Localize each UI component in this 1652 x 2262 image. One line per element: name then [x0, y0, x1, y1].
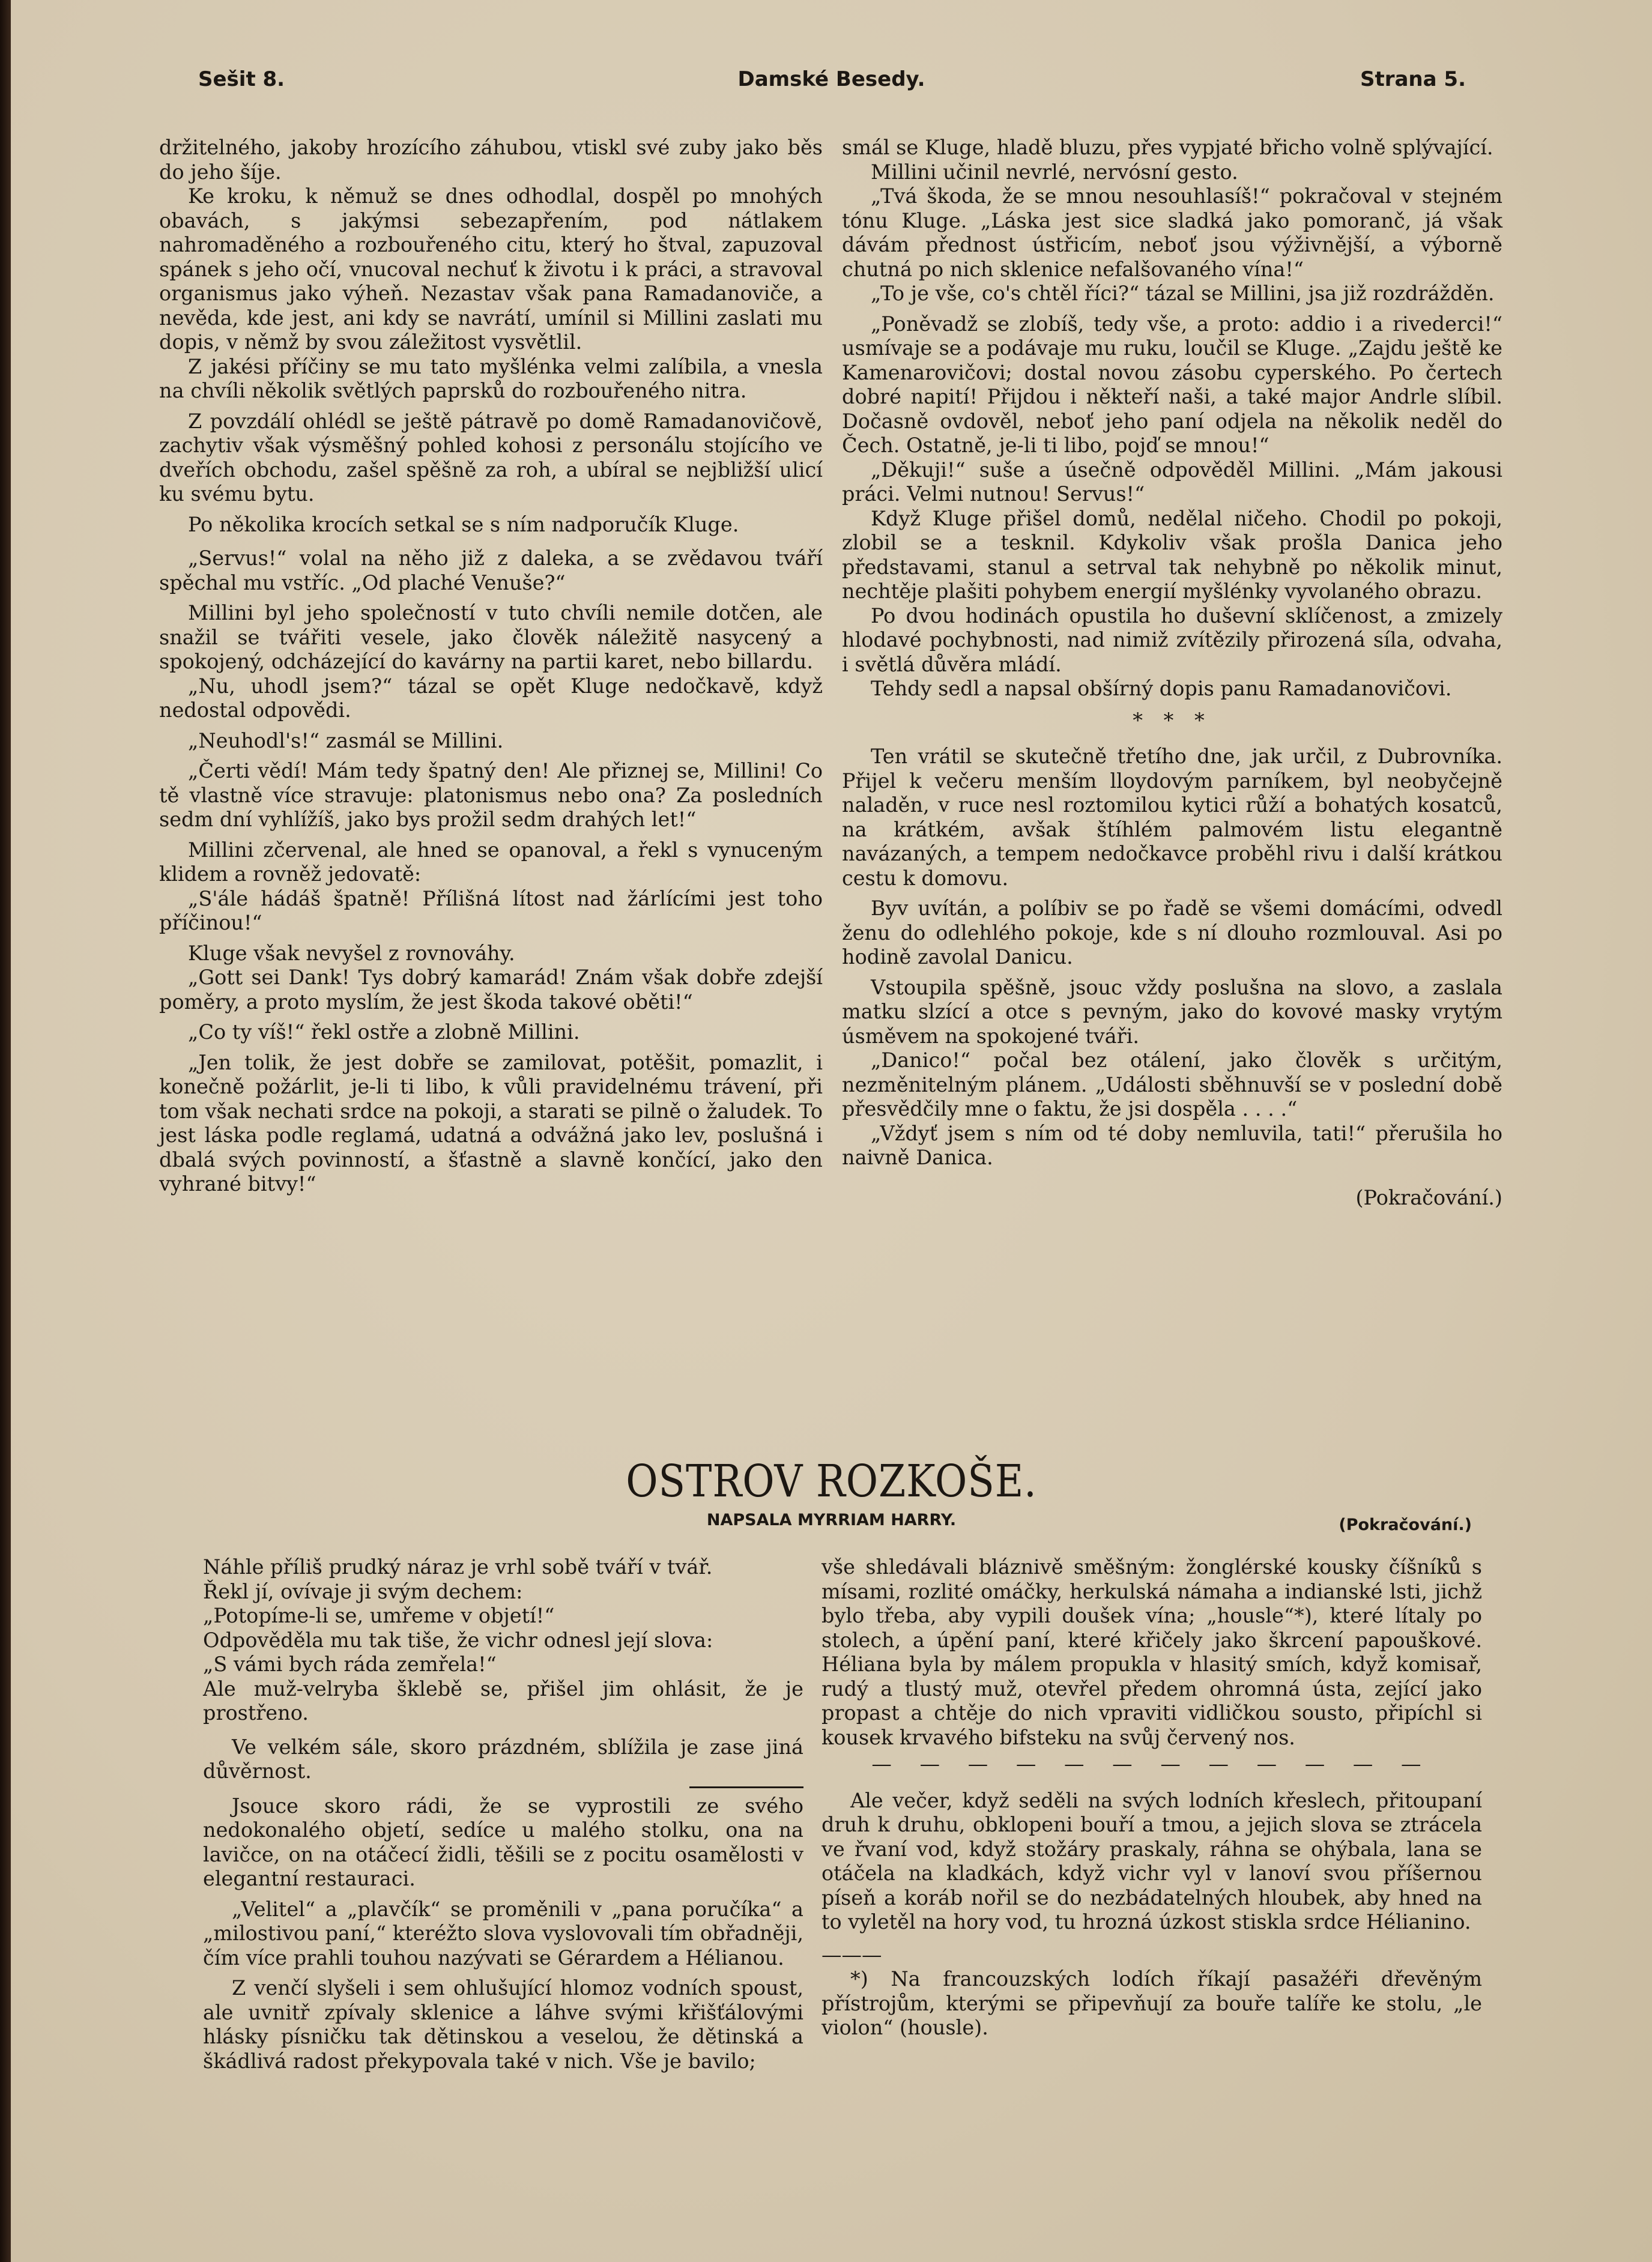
paragraph: „To je vše, co's chtěl říci?“ tázal se Millini, jsa již rozdrážděn. — [871, 282, 1495, 305]
continued-note: (Pokračování.) — [1355, 1185, 1502, 1209]
running-header — [191, 67, 1472, 103]
paragraph: Ve velkém sále, skoro prázdném, sblížila je zase jiná důvěrnost. — [203, 1735, 803, 1783]
paragraph: „Danico!“ počal bez otálení, jako člověk s určitým, nezměnitelným plánem. „Události sběhnuvší se v poslední době přesvědčily mne o faktu, že jsi dospěla . . . .“ — [842, 1048, 1502, 1120]
paragraph: Z venčí slyšeli i sem ohlušující hlomoz vodních spoust, ale uvnitř zpívaly sklenice a láhve svými křišťálovými hlásky písničku tak dětinskou a veselou, že dětinská a škádlivá radost překypovala také v nich. Vše je bavilo; — [203, 1976, 803, 2073]
book-spine — [0, 0, 11, 2262]
paragraph: Po několika krocích setkal se s ním nadporučík Kluge. — [188, 512, 739, 536]
paragraph: „Děkuji!“ suše a úsečně odpověděl Millini. „Mám jakousi práci. Velmi nutnou! Servus!“ — [842, 458, 1502, 506]
magazine-page — [11, 0, 1652, 2262]
paragraph: „Poněvadž se zlobíš, tedy vše, a proto: addio i a rivederci!“ usmívaje se a podávaje mu ruku, loučil se Kluge. „Zajdu ještě ke Kamenarovičovi; dostal novou zásobu cyperského. Po čertech dobré napití! Přijdou i někteří naši, a také major Andrle slíbil. Dočasně ovdověl, neboť jeho paní odjela na několik neděl do Čech. Ostatně, je-li ti libo, pojď se mnou!“ — [842, 312, 1502, 457]
paragraph: Millini byl jeho společností v tuto chvíli nemile dotčen, ale snažil se tvářiti vesele, jako člověk náležitě nasycený a spokojený, odcházející do kavárny na partii karet, nebo billardu. — [159, 601, 823, 673]
paragraph: Po dvou hodinách opustila ho duševní sklíčenost, a zmizely hlodavé pochybnosti, nad nimiž zvítězily přirozená síla, odvaha, i světlá důvěra mládí. — [842, 603, 1502, 676]
story2-right-column — [821, 1555, 1482, 2040]
paragraph: Z jakési příčiny se mu tato myšlénka velmi zalíbila, a vnesla na chvíli několik světlých paprsků do rozbouřeného nitra. — [159, 354, 823, 402]
footnote-text: *) Na francouzských lodích říkají pasažéři dřevěným přístrojům, kterými se připevňují za bouře talíře ke stolu, „le violon“ (housle). — [821, 1967, 1482, 2039]
paragraph: Jsouce skoro rádi, že se vyprostili ze svého nedokonalého objetí, sedíce u malého stolku, ona na lavičce, on na otáčecí židli, těšili se z pocitu osamělosti v elegantní restauraci. — [203, 1794, 803, 1890]
story2-byline: NAPSALA MYRRIAM HARRY. — [706, 1511, 957, 1529]
dash-separator: — — — — — — — — — — — — — [871, 1752, 1432, 1776]
paragraph: držitelného, jakoby hrozícího záhubou, vtiskl své zuby jako běs do jeho šíje. — [159, 136, 823, 184]
paragraph: Když Kluge přišel domů, nedělal ničeho. Chodil po pokoji, zlobil se a tesknil. Kdykoliv však prošla Danica jeho představami, stanul a setrval tak nehybně po několik minut, nechtěje plašiti pohybem energií myšlénky vyvolaného obrazu. — [842, 506, 1502, 603]
paragraph: Tehdy sedl a napsal obšírný dopis panu Ramadanovičovi. — [871, 677, 1452, 700]
paragraph: „Tvá škoda, že se mnou nesouhlasíš!“ pokračoval v stejném tónu Kluge. „Láska jest sice sladká jako pomoranč, já však dávám přednost ústřicím, neboť jsou výživnější, a výborně chutná po nich sklenice nefalšovaného vína!“ — [842, 184, 1502, 281]
paragraph: „Neuhodl's!“ zasmál se Millini. — [188, 728, 504, 752]
paragraph: „Gott sei Dank! Tys dobrý kamarád! Znám však dobře zdejší poměry, a proto myslím, že jest škoda takové oběti!“ — [159, 966, 823, 1014]
paragraph: Ale večer, když seděli na svých lodních křeslech, přitoupaní druh k druhu, obklopeni bouří a tmou, a jejich slova se ztrácela ve řvaní vod, když stožáry praskaly, ráhna se ohýbala, lana se otáčela na kladkách, když vichr vyl v lanoví svou příšernou píseň a koráb nořil se do nezbádatelných hloubek, aby hned na to vyletěl na hory vod, tu hrozná úzkost stiskla srdce Hélianino. — [821, 1788, 1482, 1934]
paragraph: „Nu, uhodl jsem?“ tázal se opět Kluge nedočkavě, když nedostal odpovědi. — [159, 674, 823, 722]
paragraph: Odpověděla mu tak tiše, že vichr odnesl její slova: — [203, 1628, 713, 1652]
issue-number: Sešit 8. — [198, 67, 285, 91]
paragraph: Millini zčervenal, ale hned se opanoval, a řekl s vynuceným klidem a rovněž jedovatě: — [159, 838, 823, 886]
paragraph: Kluge však nevyšel z rovnováhy. — [188, 941, 515, 965]
footnote — [821, 1967, 1482, 2040]
paragraph: Ale muž-velryba šklebě se, přišel jim ohlásit, že je prostřeno. — [203, 1677, 803, 1725]
story1-left-column — [159, 136, 823, 1197]
footnote-marker: ——— — [821, 1943, 882, 1967]
paragraph: „Jen tolik, že jest dobře se zamilovat, potěšit, pomazlit, i konečně požárlit, je-li ti libo, k vůli pravidelnému trávení, při tom však nechati srdce na pokoji, a starati se pilně o žaludek. To jest láska podle reglamá, udatná a odvážná jako lev, poslušná i dbalá svých povinností, a šťastně a slavně končící, jako den vyhrané bitvy!“ — [159, 1050, 823, 1196]
page-number: Strana 5. — [1360, 67, 1466, 91]
paragraph: Ke kroku, k němuž se dnes odhodlal, dospěl po mnohých obavách, s jakýmsi sebezapřením, pod nátlakem nahromaděného a rozbouřeného citu, který ho štval, zapuzoval spánek s jeho očí, vnucoval nechuť k životu i k práci, a stravoval organismus jako výheň. Nezastav však pana Ramadanoviče, a nevěda, kde jest, ani kdy se navrátí, umínil si Millini zaslati mu dopis, v němž by svou záležitost vysvětlil. — [159, 184, 823, 354]
magazine-title: Damské Besedy. — [737, 67, 925, 91]
paragraph: „Čerti vědí! Mám tedy špatný den! Ale přiznej se, Millini! Co tě vlastně více stravuje: platonismus nebo ona? Za posledních sedm dní vyhlížíš, jako bys prožil sedm drahých let!“ — [159, 759, 823, 831]
paragraph: „Servus!“ volal na něho již z daleka, a se zvědavou tváří spěchal mu vstříc. „Od plaché Venuše?“ — [159, 546, 823, 594]
story1-right-column — [842, 136, 1502, 1210]
paragraph: Vstoupila spěšně, jsouc vždy poslušna na slovo, a zaslala matku slzící a otce s pevným, jako do kovové masky vrytým úsměvem na spokojené tváři. — [842, 975, 1502, 1048]
paragraph: Řekl jí, ovívaje ji svým dechem: — [203, 1579, 523, 1603]
paragraph: vše shledávali bláznivě směšným: žonglérské kousky číšníků s mísami, rozlité omáčky, herkulská námaha a indianské lsti, jichž bylo třeba, aby vypili doušek vína; „housle“*), které lítaly po stolech, a úpění paní, které křičely jako škrcení papouškové. Héliana byla by málem propukla v hlasitý smích, když komisař, rudý a tlustý muž, otevřel předem ohromná ústa, zející jako propast a chtěje do nich vpraviti vidličkou sousto, připíchl si kousek krvavého bifsteku na svůj červený nos. — [821, 1555, 1482, 1749]
paragraph: Millini učinil nevrlé, nervósní gesto. — [871, 160, 1238, 184]
paragraph: smál se Kluge, hladě bluzu, přes vypjaté břicho volně splývající. — [842, 136, 1493, 159]
paragraph: „S'ále hádáš špatně! Přílišná lítost nad žárlícími jest toho příčinou!“ — [159, 886, 823, 934]
paragraph: Byv uvítán, a políbiv se po řadě se všemi domácími, odvedl ženu do odlehlého pokoje, kde s ní dlouho rozmlouval. Asi po hodině zavolal Danicu. — [842, 897, 1502, 969]
story2-left-column — [203, 1555, 803, 2073]
paragraph: Z povzdálí ohlédl se ještě pátravě po domě Ramadanovičově, zachytiv však výsměšný pohled kohosi z personálu stojícího ve dveřích obchodu, zašel spěšně za roh, a ubíral se nejbližší ulicí ku svému bytu. — [159, 409, 823, 506]
story2-continued-note: (Pokračování.) — [1339, 1516, 1472, 1534]
paragraph: „S vámi bych ráda zemřela!“ — [203, 1653, 497, 1676]
paragraph: „Velitel“ a „plavčík“ se proměnili v „pana poručíka“ a „milostivou paní,“ kteréžto slova vyslovovali tím obřadněji, čím více prahli touhou nazývati se Gérardem a Hélianou. — [203, 1897, 803, 1970]
paragraph: „Vždyť jsem s ním od té doby nemluvila, tati!“ přerušila ho naivně Danica. — [842, 1121, 1502, 1169]
divider-rule — [689, 1786, 803, 1788]
story2-title: OSTROV ROZKOŠE. — [626, 1456, 1037, 1507]
section-break-stars: * * * — [1133, 708, 1212, 732]
paragraph: „Co ty víš!“ řekl ostře a zlobně Millini. — [188, 1020, 580, 1044]
paragraph: Ten vrátil se skutečně třetího dne, jak určil, z Dubrovníka. Přijel k večeru menším lloydovým parníkem, byl neobyčejně naladěn, v ruce nesl roztomilou kytici růží a bohatých kosatců, na krátkém, avšak štíhlém palmovém listu elegantně navázaných, a tempem nedočkavce proběhl rivu i další krátkou cestu k domovu. — [842, 745, 1502, 890]
paragraph: Náhle příliš prudký náraz je vrhl sobě tváří v tvář. — [203, 1555, 713, 1579]
paragraph: „Potopíme-li se, umřeme v objetí!“ — [203, 1604, 555, 1627]
